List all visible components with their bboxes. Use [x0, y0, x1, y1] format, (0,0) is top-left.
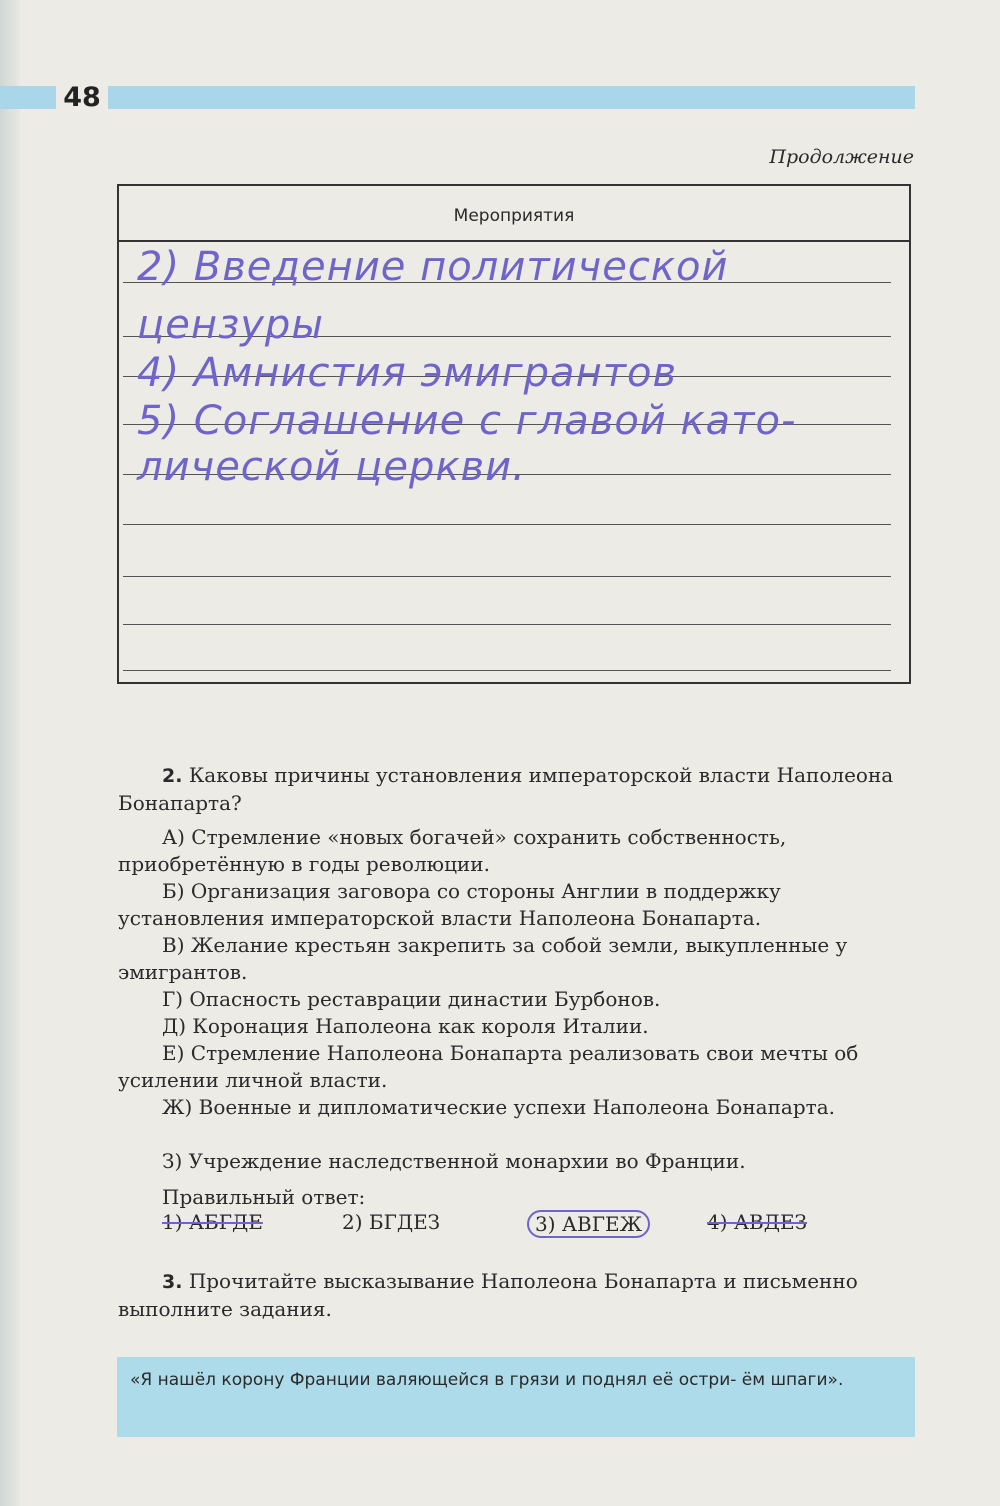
- answer-choice: 4) АВДЕЗ: [707, 1210, 808, 1234]
- handwritten-line: 2) Введение политической: [137, 244, 729, 290]
- question-number: 2.: [162, 765, 183, 787]
- ruled-line: [123, 670, 891, 671]
- question-text: Прочитайте высказывание Наполеона Бонапарта и письменно выполните задания.: [118, 1269, 858, 1321]
- measures-table: [117, 184, 911, 684]
- page-number: 48: [56, 80, 108, 116]
- option-g: Г) Опасность реставрации династии Бурбонов.: [162, 987, 661, 1011]
- answer-choice: 1) АБГДЕ: [162, 1210, 263, 1234]
- handwritten-line: 5) Соглашение с главой като-: [137, 398, 797, 444]
- option-z: З) Учреждение наследственной монархии во Франции.: [162, 1149, 746, 1173]
- handwritten-line: лической церкви.: [137, 444, 526, 490]
- header-bar: [0, 86, 915, 109]
- question-3: [118, 1268, 918, 1323]
- question-2: [118, 762, 918, 817]
- answer-label: Правильный ответ:: [162, 1185, 366, 1209]
- continued-label: Продолжение: [769, 146, 914, 168]
- ruled-line: [123, 576, 891, 577]
- answer-choice: 2) БГДЕЗ: [342, 1210, 441, 1234]
- answer-choice-selected: 3) АВГЕЖ: [527, 1210, 650, 1238]
- option-d: Д) Коронация Наполеона как короля Италии.: [162, 1014, 649, 1038]
- handwritten-line: 4) Амнистия эмигрантов: [137, 350, 678, 396]
- page-edge: [0, 0, 20, 1506]
- table-header: Мероприятия: [119, 186, 909, 242]
- napoleon-quote: «Я нашёл корону Франции валяющейся в грязи и поднял её остри- ём шпаги».: [130, 1370, 844, 1390]
- ruled-line: [123, 524, 891, 525]
- handwritten-line: цензуры: [137, 302, 324, 348]
- option-v: В) Желание крестьян закрепить за собой земли, выкупленные у эмигрантов.: [118, 933, 848, 984]
- option-zh: Ж) Военные и дипломатические успехи Наполеона Бонапарта.: [162, 1095, 835, 1119]
- option-a: А) Стремление «новых богачей» сохранить собственность, приобретённую в годы революции.: [118, 825, 787, 876]
- question-text: Каковы причины установления императорской власти Наполеона Бонапарта?: [118, 763, 894, 815]
- question-number: 3.: [162, 1271, 183, 1293]
- option-e: Е) Стремление Наполеона Бонапарта реализовать свои мечты об усилении личной власти.: [118, 1041, 859, 1092]
- option-b: Б) Организация заговора со стороны Англии в поддержку установления императорской власти Наполеона Бонапарта.: [118, 879, 781, 930]
- ruled-line: [123, 624, 891, 625]
